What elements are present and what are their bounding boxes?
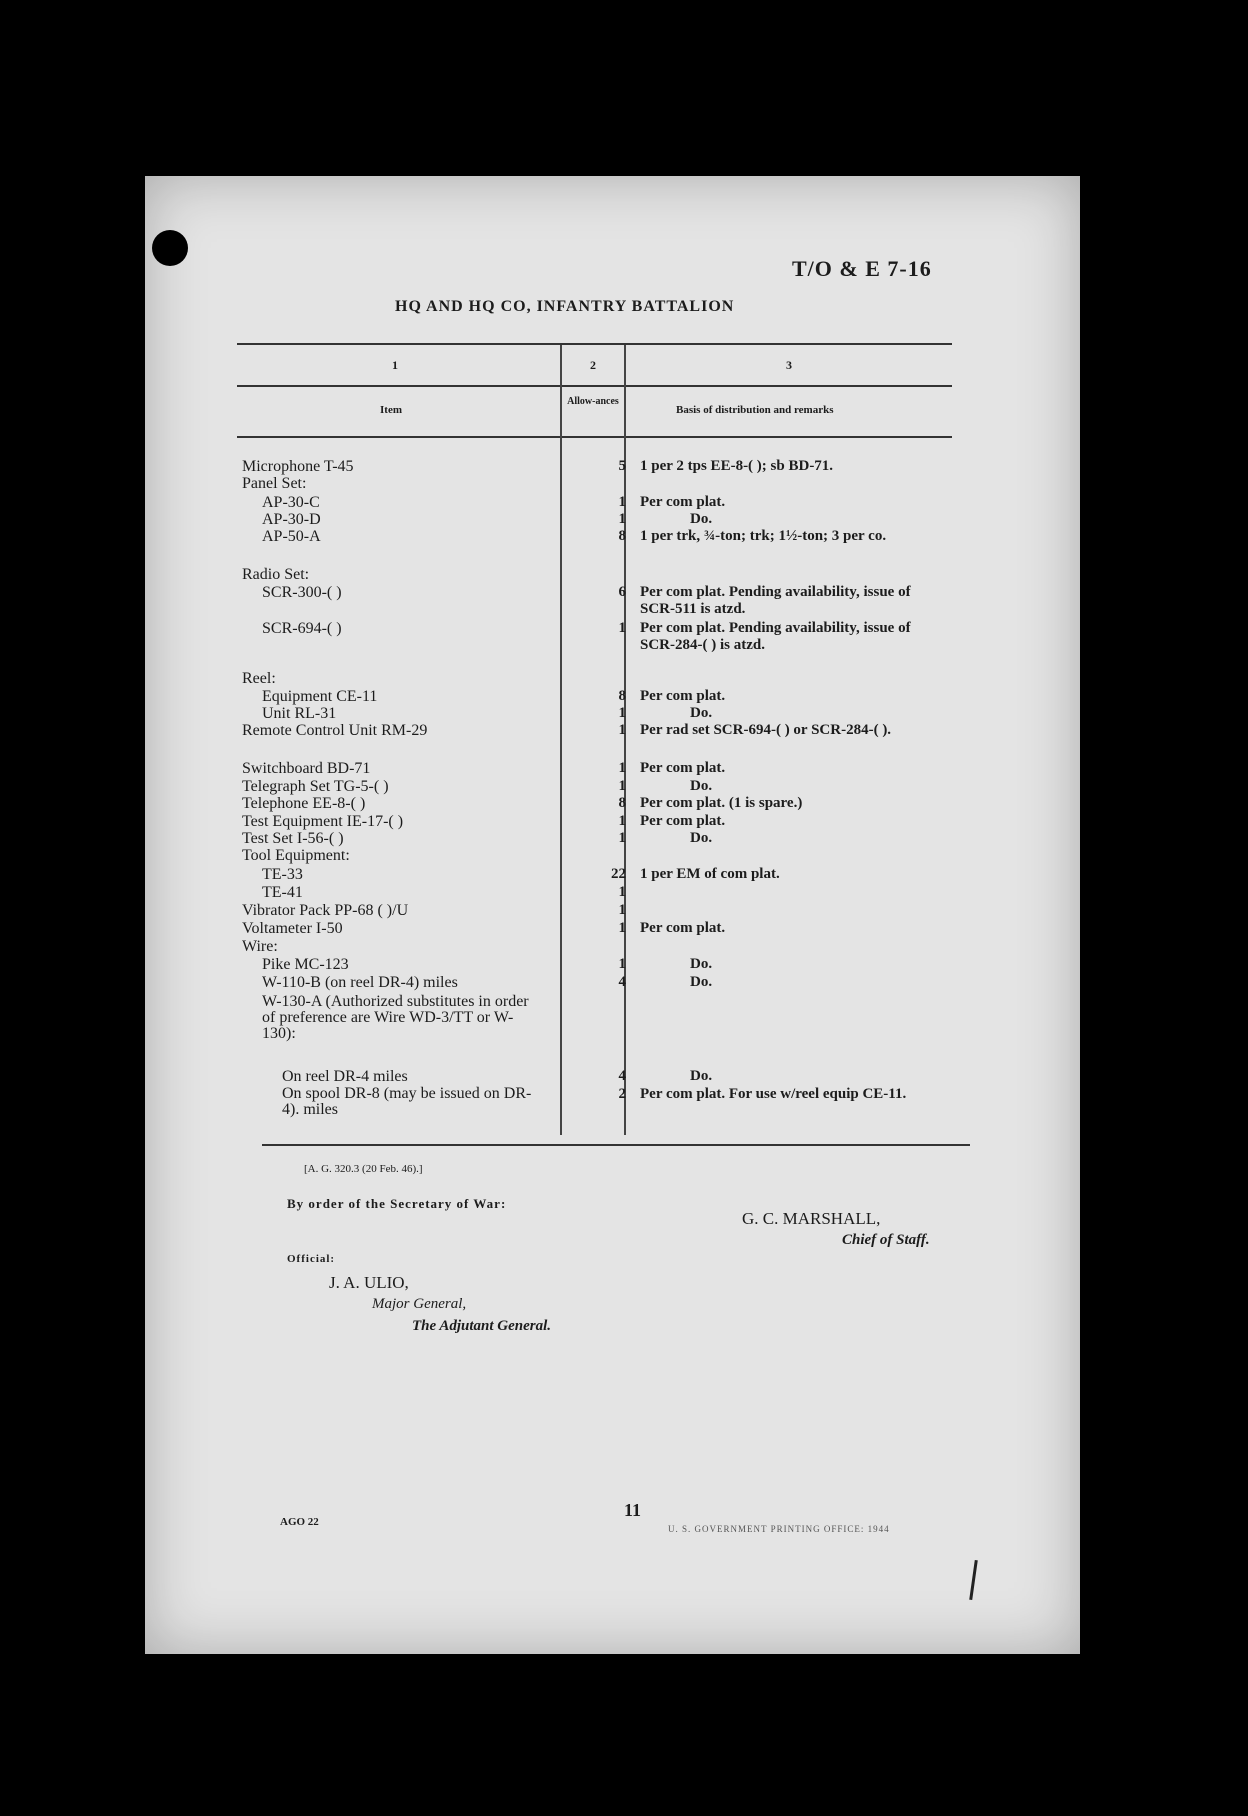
table-row-item: On spool DR-8 (may be issued on DR-4). miles (282, 1086, 532, 1118)
table-row-allowance: 4 (618, 1068, 626, 1084)
table-row-item: Test Equipment IE-17-( ) (242, 813, 404, 830)
table-row-item: SCR-694-( ) (262, 620, 342, 637)
table-row-allowance: 1 (618, 920, 626, 936)
table-row-item: AP-30-D (262, 511, 321, 528)
table-row-item: Tool Equipment: (242, 847, 350, 864)
table-row-item: AP-50-A (262, 528, 321, 545)
table-row-allowance: 8 (618, 795, 626, 811)
table-row-remark: Do. (690, 511, 713, 527)
column-header-item: Item (380, 404, 402, 416)
official-title: The Adjutant General. (412, 1318, 552, 1334)
table-row-item: Voltameter I-50 (242, 920, 343, 937)
ago-mark: AGO 22 (280, 1516, 319, 1528)
table-row-allowance: 1 (618, 722, 626, 738)
table-divider-1 (560, 345, 562, 1135)
punch-hole (152, 230, 188, 266)
table-number-rule (237, 385, 952, 387)
table-row-allowance: 8 (618, 528, 626, 544)
signer-title: Chief of Staff. (842, 1232, 930, 1248)
column-number-2: 2 (590, 358, 596, 372)
table-row-remark: Per com plat. Pending availability, issue of SCR-284-( ) is atzd. (640, 620, 911, 653)
table-row-item: AP-30-C (262, 494, 320, 511)
table-row-remark: Do. (690, 956, 713, 972)
table-row-allowance: 1 (618, 813, 626, 829)
table-row-remark: Do. (690, 1068, 713, 1084)
table-row-allowance: 1 (618, 620, 626, 636)
table-row-allowance: 22 (611, 866, 626, 882)
column-header-remarks: Basis of distribution and remarks (676, 404, 834, 416)
table-row-item: Switchboard BD-71 (242, 760, 371, 777)
table-row-item: TE-41 (262, 884, 303, 901)
table-row-item: Test Set I-56-( ) (242, 830, 344, 847)
form-id: T/O & E 7-16 (792, 256, 932, 281)
table-row-remark: Per com plat. (640, 760, 726, 776)
table-row-item: Radio Set: (242, 566, 310, 583)
table-row-remark: Do. (690, 830, 713, 846)
table-row-item: W-130-A (Authorized substitutes in order of preference are Wire WD-3/TT or W-130): (262, 994, 529, 1042)
table-row-item: TE-33 (262, 866, 303, 883)
page-title: HQ AND HQ CO, INFANTRY BATTALION (395, 298, 735, 315)
table-row-item: Pike MC-123 (262, 956, 349, 973)
table-row-allowance: 1 (618, 884, 626, 900)
table-row-allowance: 1 (618, 494, 626, 510)
table-row-remark: Do. (690, 778, 713, 794)
column-number-1: 1 (392, 358, 398, 372)
signer-name: G. C. MARSHALL, (742, 1209, 881, 1228)
column-number-3: 3 (786, 358, 792, 372)
table-row-item: Microphone T-45 (242, 458, 354, 475)
printer-imprint: U. S. GOVERNMENT PRINTING OFFICE: 1944 (668, 1524, 890, 1534)
table-row-item: Wire: (242, 938, 278, 955)
ag-reference: [A. G. 320.3 (20 Feb. 46).] (304, 1163, 423, 1175)
table-row-remark: 1 per EM of com plat. (640, 866, 780, 882)
table-row-allowance: 6 (618, 584, 626, 600)
table-row-item: Equipment CE-11 (262, 688, 378, 705)
page-number: 11 (624, 1500, 642, 1520)
by-order-line: By order of the Secretary of War: (287, 1196, 507, 1211)
table-row-item: Reel: (242, 670, 276, 687)
table-row-item: Unit RL-31 (262, 705, 337, 722)
column-header-allowances: Allow-ances (567, 396, 619, 407)
table-row-remark: Per com plat. For use w/reel equip CE-11. (640, 1086, 907, 1102)
table-row-remark: Per com plat. (640, 813, 726, 829)
table-row-item: Telephone EE-8-( ) (242, 795, 366, 812)
official-label: Official: (287, 1253, 336, 1265)
table-row-allowance: 1 (618, 760, 626, 776)
table-bottom-rule (262, 1144, 970, 1146)
table-row-remark: Per com plat. Pending availability, issue of SCR-511 is atzd. (640, 584, 911, 617)
table-row-allowance: 1 (618, 511, 626, 527)
table-row-item: Telegraph Set TG-5-( ) (242, 778, 389, 795)
table-row-item: SCR-300-( ) (262, 584, 342, 601)
official-name: J. A. ULIO, (329, 1273, 409, 1292)
table-row-item: Remote Control Unit RM-29 (242, 722, 428, 739)
table-row-remark: Do. (690, 974, 713, 990)
official-rank: Major General, (372, 1296, 467, 1312)
table-row-allowance: 1 (618, 902, 626, 918)
table-row-allowance: 5 (618, 458, 626, 474)
table-row-item: On reel DR-4 miles (282, 1068, 408, 1085)
table-row-remark: Per com plat. (640, 494, 726, 510)
table-row-allowance: 4 (618, 974, 626, 990)
table-header-rule (237, 436, 952, 438)
table-row-allowance: 1 (618, 956, 626, 972)
table-row-allowance: 2 (618, 1086, 626, 1102)
table-row-remark: Per rad set SCR-694-( ) or SCR-284-( ). (640, 722, 892, 738)
table-row-item: Panel Set: (242, 475, 307, 492)
table-row-allowance: 1 (618, 778, 626, 794)
table-top-rule (237, 343, 952, 345)
table-row-remark: 1 per trk, ¾-ton; trk; 1½-ton; 3 per co. (640, 528, 887, 544)
table-row-item: W-110-B (on reel DR-4) miles (262, 974, 458, 991)
table-row-remark: Per com plat. (1 is spare.) (640, 795, 803, 811)
table-row-allowance: 1 (618, 830, 626, 846)
table-row-allowance: 1 (618, 705, 626, 721)
table-row-item: Vibrator Pack PP-68 ( )/U (242, 902, 409, 919)
table-row-allowance: 8 (618, 688, 626, 704)
table-row-remark: Per com plat. (640, 688, 726, 704)
table-row-remark: Do. (690, 705, 713, 721)
table-row-remark: 1 per 2 tps EE-8-( ); sb BD-71. (640, 458, 834, 474)
table-row-remark: Per com plat. (640, 920, 726, 936)
